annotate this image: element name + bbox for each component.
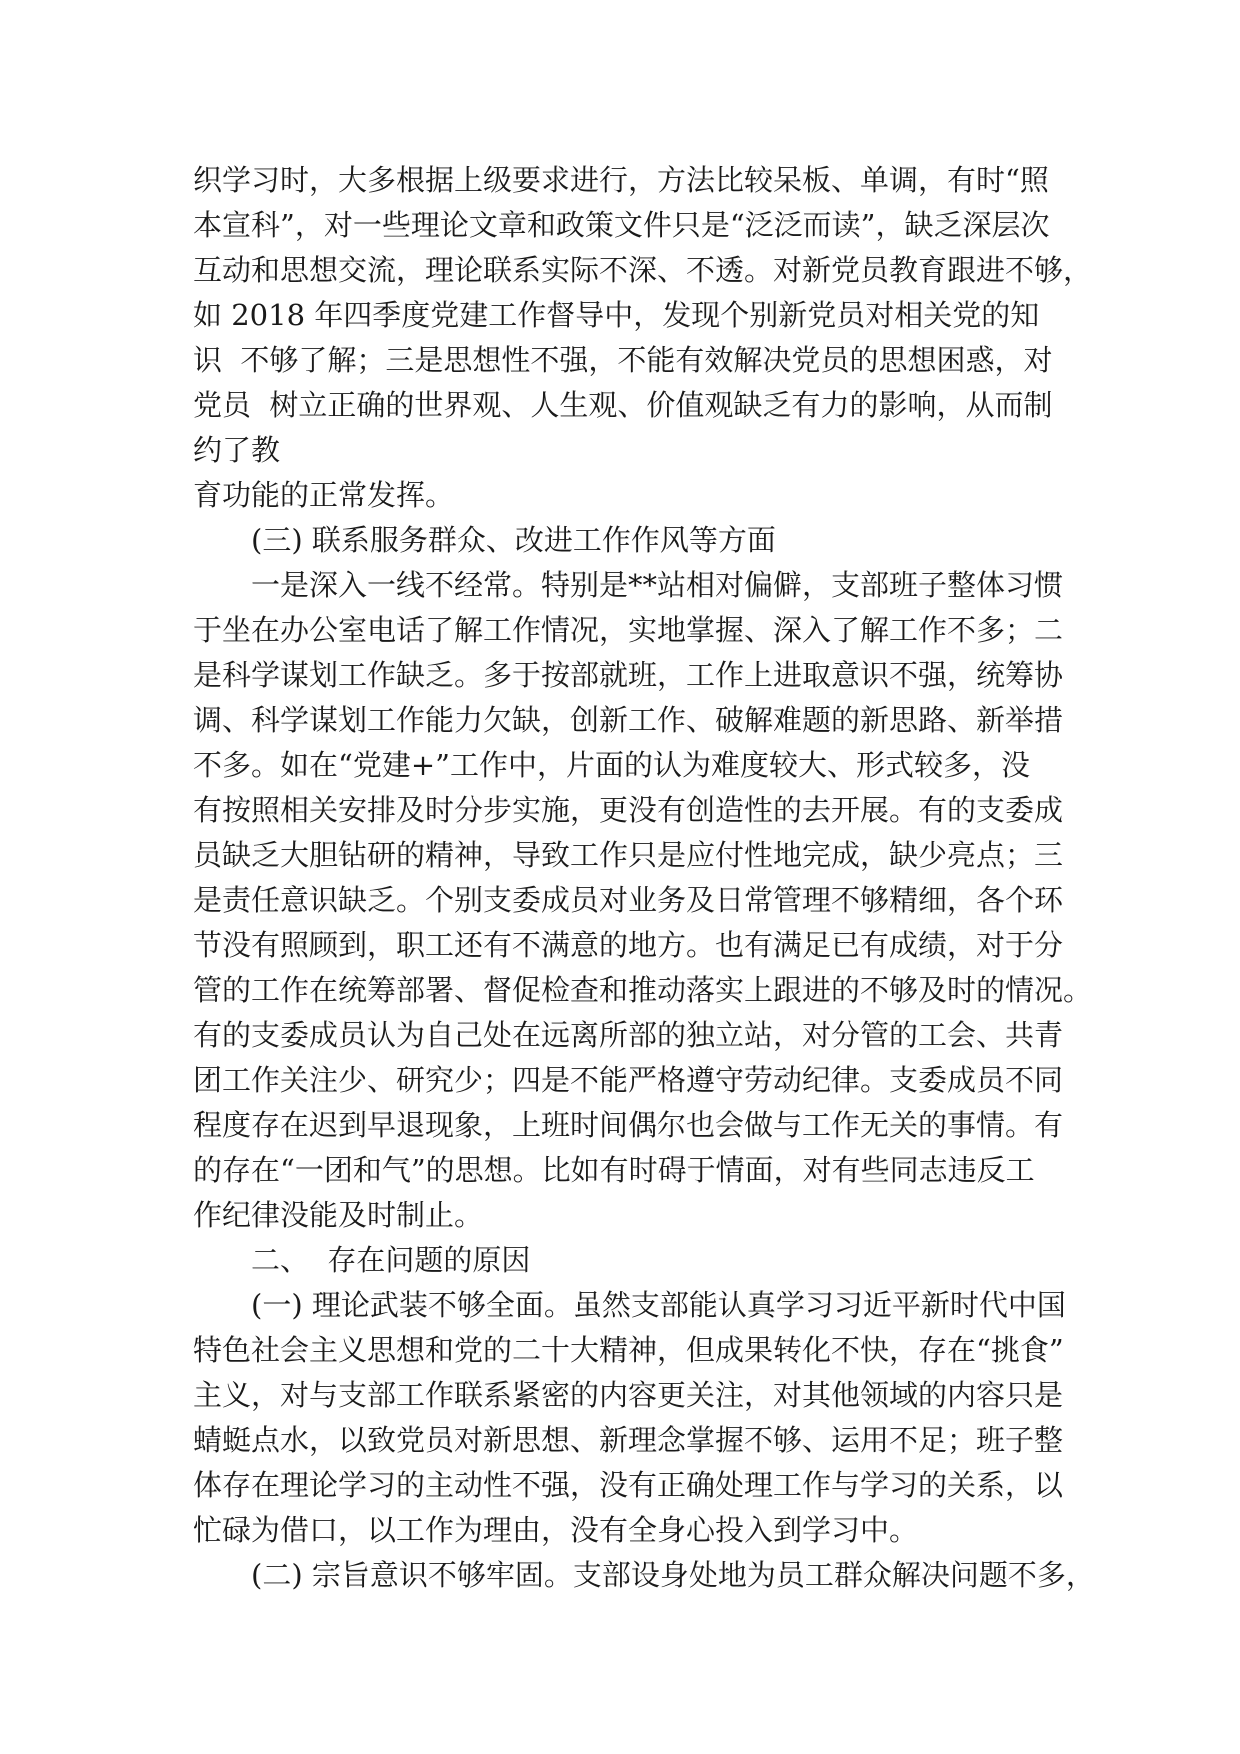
text-line: 的存在“一团和气”的思想。比如有时碍于情面，对有些同志违反工 [193, 1153, 1035, 1187]
paragraph-first-line: (一) 理论武装不够全面。虽然支部能认真学习习近平新时代中国 [251, 1288, 1066, 1322]
text-line: 特色社会主义思想和党的二十大精神，但成果转化不快，存在“挑食” [193, 1333, 1064, 1367]
text-line: 员缺乏大胆钻研的精神，导致工作只是应付性地完成，缺少亮点；三 [193, 838, 1064, 872]
text-line: 作纪律没能及时制止。 [193, 1198, 484, 1232]
text-line: 互动和思想交流，理论联系实际不深、不透。对新党员教育跟进不够， [193, 253, 1093, 287]
text-line: 约了教 [193, 433, 281, 467]
text-line: 育功能的正常发挥。 [193, 478, 455, 512]
text-line: 是责任意识缺乏。个别支委成员对业务及日常管理不够精细，各个环 [193, 883, 1064, 917]
text-line: 节没有照顾到，职工还有不满意的地方。也有满足已有成绩，对于分 [193, 928, 1064, 962]
text-line: 主义，对与支部工作联系紧密的内容更关注，对其他领域的内容只是 [193, 1378, 1064, 1412]
text-line: 党员 树立正确的世界观、人生观、价值观缺乏有力的影响，从而制 [193, 388, 1053, 422]
text-line: 于坐在办公室电话了解工作情况，实地掌握、深入了解工作不多；二 [193, 613, 1064, 647]
text-line: 忙碌为借口，以工作为理由，没有全身心投入到学习中。 [193, 1513, 919, 1547]
text-line: 管的工作在统筹部署、督促检查和推动落实上跟进的不够及时的情况。 [193, 973, 1093, 1007]
document-body [193, 158, 1095, 1598]
text-line: 不多。如在“党建+”工作中，片面的认为难度较大、形式较多，没 [193, 748, 1030, 782]
text-line: 程度存在迟到早退现象，上班时间偶尔也会做与工作无关的事情。有 [193, 1108, 1064, 1142]
paragraph-first-line: 一是深入一线不经常。特别是**站相对偏僻，支部班子整体习惯 [251, 568, 1064, 602]
text-line: 本宣科”，对一些理论文章和政策文件只是“泛泛而读”，缺乏深层次 [193, 208, 1050, 242]
section-heading: 二、 存在问题的原因 [251, 1243, 531, 1277]
text-line: 蜻蜓点水，以致党员对新思想、新理念掌握不够、运用不足；班子整 [193, 1423, 1064, 1457]
text-line: 团工作关注少、研究少；四是不能严格遵守劳动纪律。支委成员不同 [193, 1063, 1064, 1097]
paragraph-first-line: (二) 宗旨意识不够牢固。支部设身处地为员工群众解决问题不多， [251, 1558, 1095, 1592]
text-line: 有按照相关安排及时分步实施，更没有创造性的去开展。有的支委成 [193, 793, 1064, 827]
text-line: 织学习时，大多根据上级要求进行，方法比较呆板、单调，有时“照 [193, 163, 1049, 197]
text-line: 体存在理论学习的主动性不强，没有正确处理工作与学习的关系，以 [193, 1468, 1064, 1502]
text-line: 是科学谋划工作缺乏。多于按部就班，工作上进取意识不强，统筹协 [193, 658, 1064, 692]
section-heading: (三) 联系服务群众、改进工作作风等方面 [251, 523, 776, 557]
text-line: 调、科学谋划工作能力欠缺，创新工作、破解难题的新思路、新举措 [193, 703, 1064, 737]
text-line: 有的支委成员认为自己处在远离所部的独立站，对分管的工会、共青 [193, 1018, 1064, 1052]
text-line: 识 不够了解；三是思想性不强，不能有效解决党员的思想困惑，对 [193, 343, 1053, 377]
text-line: 如 2018 年四季度党建工作督导中，发现个别新党员对相关党的知 [193, 298, 1040, 332]
